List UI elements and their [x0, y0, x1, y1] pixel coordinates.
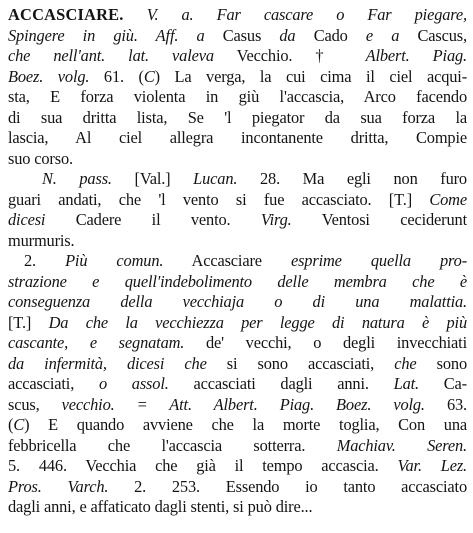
text-line: Boez. volg. 61. (C) La verga, la cui cima il ciel acqui- [8, 66, 467, 86]
text-line: cascante, e segnatam. de' vecchi, o degli invecchiati [8, 333, 467, 352]
text-line: 2. Più comun. Accasciare esprime quella pro- [24, 251, 467, 270]
text-line: Pros. Varch. 2. 253. Essendo io tanto accasciato [8, 476, 467, 496]
text-line: conseguenza della vecchiaja o di una malattia. [8, 292, 467, 311]
text-line: N. pass. [Val.] Lucan. 28. Ma egli non furo [42, 169, 467, 188]
text-line: [T.] Da che la vecchiezza per legge di natura è più [8, 312, 467, 332]
text-line: guari andati, che 'l vento si fue accasciato. [T.] Come [8, 189, 467, 209]
text-line: scus, vecchio. = Att. Albert. Piag. Boez. volg. 63. [8, 394, 467, 414]
text-line: ACCASCIARE. V. a. Far cascare o Far piegare, [8, 5, 467, 24]
text-line: dagli anni, e affaticato dagli stenti, si può dire... [8, 497, 313, 516]
text-line: da infermità, dicesi che si sono accasciati, che sono [8, 353, 467, 373]
text-line: suo corso. [8, 148, 73, 168]
text-line: murmuris. [8, 230, 75, 250]
text-line: strazione e quell'indebolimento delle membra che è [8, 271, 467, 291]
text-line: 5. 446. Vecchia che già il tempo accascia. Var. Lez. [8, 456, 467, 475]
text-line: che nell'ant. lat. valeva Vecchio. † Albert. Piag. [8, 46, 467, 65]
text-line: lascia, Al ciel allegra incontanente dritta, Compie [8, 128, 467, 147]
text-line: febbricella che l'accascia sotterra. Machiav. Seren. [8, 435, 467, 455]
text-line: dicesi Cadere il vento. Virg. Ventosi ceciderunt [8, 210, 467, 229]
text-line: accasciati, o assol. accasciati dagli anni. Lat. Ca- [8, 374, 467, 393]
text-line: sta, E forza violenta in giù l'accascia, Arco facendo [8, 87, 467, 106]
text-line: Spingere in giù. Aff. a Casus da Cado e a Cascus, [8, 25, 467, 45]
text-line: (C) E quando avviene che la morte toglia, Con una [8, 415, 467, 434]
text-line: di sua dritta lista, Se 'l piegator da sua forza la [8, 107, 467, 127]
